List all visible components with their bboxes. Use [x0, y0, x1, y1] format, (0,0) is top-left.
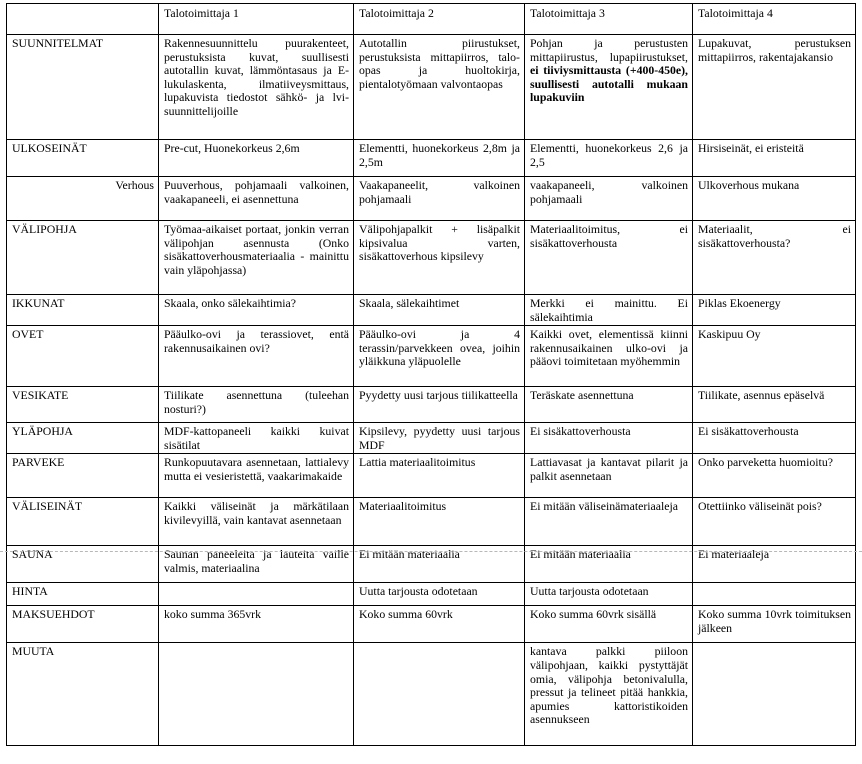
row-label: SAUNA [7, 546, 159, 583]
table-cell: Teräskate asennettuna [525, 387, 693, 423]
table-cell: Skaala, onko sälekaihtimia? [159, 295, 354, 326]
row-verhous [7, 177, 856, 221]
table-cell: Onko parveketta huomioitu? [693, 454, 856, 498]
table-cell: Uutta tarjousta odotetaan [525, 583, 693, 606]
row-label: IKKUNAT [7, 295, 159, 326]
table-cell: Elementti, huonekorkeus 2,6 ja 2,5 [525, 140, 693, 177]
table-cell: Koko summa 60vrk sisällä [525, 606, 693, 643]
row-vesikate [7, 387, 856, 423]
table-cell: Vaakapaneelit, valkoinen pohjamaali [354, 177, 525, 221]
row-label: SUUNNITELMAT [7, 35, 159, 140]
table-cell: Lattiavasat ja kantavat pilarit ja palkit asennetaan [525, 454, 693, 498]
row-label: PARVEKE [7, 454, 159, 498]
table-cell: Merkki ei mainittu. Ei sälekaihtimia [525, 295, 693, 326]
row-label: VÄLIPOHJA [7, 221, 159, 295]
row-label: Verhous [7, 177, 159, 221]
table-cell: vaakapaneeli, valkoinen pohjamaali [525, 177, 693, 221]
header-supplier-4: Talotoimittaja 4 [693, 4, 856, 35]
table-cell: Lupakuvat, perustuksen mittapiirros, rakentajakansio [693, 35, 856, 140]
table-cell [159, 583, 354, 606]
row-label: MUUTA [7, 643, 159, 746]
table-cell: Autotallin piirustukset, perustuksista mittapiirros, talo-opas ja huoltokirja, pientalotyömaan valvontaopas [354, 35, 525, 140]
row-label: OVET [7, 326, 159, 387]
row-label: ULKOSEINÄT [7, 140, 159, 177]
table-cell: Ei sisäkattoverhousta [693, 423, 856, 454]
row-label: YLÄPOHJA [7, 423, 159, 454]
table-cell: Puuverhous, pohjamaali valkoinen, vaakapaneeli, ei asennettuna [159, 177, 354, 221]
table-cell: Skaala, sälekaihtimet [354, 295, 525, 326]
table-cell: Kaskipuu Oy [693, 326, 856, 387]
table-cell: Koko summa 10vrk toimituksen jälkeen [693, 606, 856, 643]
comparison-document [6, 3, 856, 746]
row-label: MAKSUEHDOT [7, 606, 159, 643]
table-cell [354, 643, 525, 746]
table-cell: Uutta tarjousta odotetaan [354, 583, 525, 606]
header-supplier-1: Talotoimittaja 1 [159, 4, 354, 35]
header-supplier-3: Talotoimittaja 3 [525, 4, 693, 35]
table-cell [693, 643, 856, 746]
table-cell: Välipohjapalkit + lisäpalkit kipsivalua varten, sisäkattoverhous kipsilevy [354, 221, 525, 295]
table-cell: Tiilikate, asennus epäselvä [693, 387, 856, 423]
table-cell: Ei mitään materiaalia [525, 546, 693, 583]
table-cell: Materiaalitoimitus, ei sisäkattoverhousta [525, 221, 693, 295]
row-label: HINTA [7, 583, 159, 606]
row-ikkunat [7, 295, 856, 326]
table-cell: Rakennesuunnittelu puurakenteet, perustuksista kuvat, suullisesti autotallin kuvat, lämmöntasaus ja E-lukulaskenta, ilmatiiveysmittaus, lupakuvista tiedostot sähkö- ja lvi-suunnittelijoille [159, 35, 354, 140]
page-guide-line [0, 551, 862, 552]
row-maksuehdot [7, 606, 856, 643]
table-cell: Työmaa-aikaiset portaat, jonkin verran välipohjan asennusta (Onko sisäkattoverhousmateriaalia - mainittu vain yläpohjassa) [159, 221, 354, 295]
supplier-comparison-table [6, 3, 856, 746]
row-muuta [7, 643, 856, 746]
row-label: VÄLISEINÄT [7, 498, 159, 546]
table-cell: koko summa 365vrk [159, 606, 354, 643]
table-cell: Kaikki väliseinät ja märkätilaan kivilevyillä, vain kantavat asennetaan [159, 498, 354, 546]
table-cell: Tiilikate asennettuna (tuleehan nosturi?) [159, 387, 354, 423]
table-cell: Kaikki ovet, elementissä kiinni rakennusaikainen ulko-ovi ja pääovi toimitetaan myöhemmin [525, 326, 693, 387]
cell-text: Pohjan ja perustusten mittapiirustus, lupapiirustukset, [530, 36, 688, 64]
row-ovet [7, 326, 856, 387]
table-cell: Materiaalitoimitus [354, 498, 525, 546]
table-cell: Koko summa 60vrk [354, 606, 525, 643]
table-cell: Ei sisäkattoverhousta [525, 423, 693, 454]
row-ylapohja [7, 423, 856, 454]
row-label: VESIKATE [7, 387, 159, 423]
table-cell: Elementti, huonekorkeus 2,8m ja 2,5m [354, 140, 525, 177]
table-cell [693, 583, 856, 606]
header-row [7, 4, 856, 35]
table-cell: MDF-kattopaneeli kaikki kuivat sisätilat [159, 423, 354, 454]
table-cell: Materiaalit, ei sisäkattoverhousta? [693, 221, 856, 295]
table-cell: Ei mitään materiaalia [354, 546, 525, 583]
table-cell: Pääulko-ovi ja terassiovet, entä rakennusaikainen ovi? [159, 326, 354, 387]
row-valiseinat [7, 498, 856, 546]
table-cell: Kipsilevy, pyydetty uusi tarjous MDF [354, 423, 525, 454]
table-cell: Ei mitään väliseinämateriaaleja [525, 498, 693, 546]
table-cell: Pre-cut, Huonekorkeus 2,6m [159, 140, 354, 177]
header-supplier-2: Talotoimittaja 2 [354, 4, 525, 35]
cell-bold-text: ei tiiviysmittausta (+400-450e), suullisesti autotalli mukaan lupakuviin [530, 63, 688, 105]
table-cell [525, 35, 693, 140]
table-cell: Hirsiseinät, ei eristeitä [693, 140, 856, 177]
corner-cell [7, 4, 159, 35]
table-cell: Otettiinko väliseinät pois? [693, 498, 856, 546]
row-valipohja [7, 221, 856, 295]
row-parveke [7, 454, 856, 498]
table-cell: Runkopuutavara asennetaan, lattialevy mutta ei vesieristettä, vaakarimakaide [159, 454, 354, 498]
table-cell: Lattia materiaalitoimitus [354, 454, 525, 498]
table-cell: Piklas Ekoenergy [693, 295, 856, 326]
table-cell: Ei materiaaleja [693, 546, 856, 583]
table-cell: Pääulko-ovi ja 4 terassin/parvekkeen ovea, joihin yläikkuna yläpuolelle [354, 326, 525, 387]
table-cell: Ulkoverhous mukana [693, 177, 856, 221]
table-cell: Pyydetty uusi tarjous tiilikatteella [354, 387, 525, 423]
row-suunnitelmat [7, 35, 856, 140]
table-cell [159, 643, 354, 746]
row-hinta [7, 583, 856, 606]
table-cell: Saunan paneeleita ja lauteita vaille valmis, materiaalina [159, 546, 354, 583]
table-cell: kantava palkki piiloon välipohjaan, kaikki pystyttäjät omia, välipohja betonivalulla, pressut ja telineet pitää hankkia, apumies kattoristikoiden asennukseen [525, 643, 693, 746]
row-ulkoseinat [7, 140, 856, 177]
